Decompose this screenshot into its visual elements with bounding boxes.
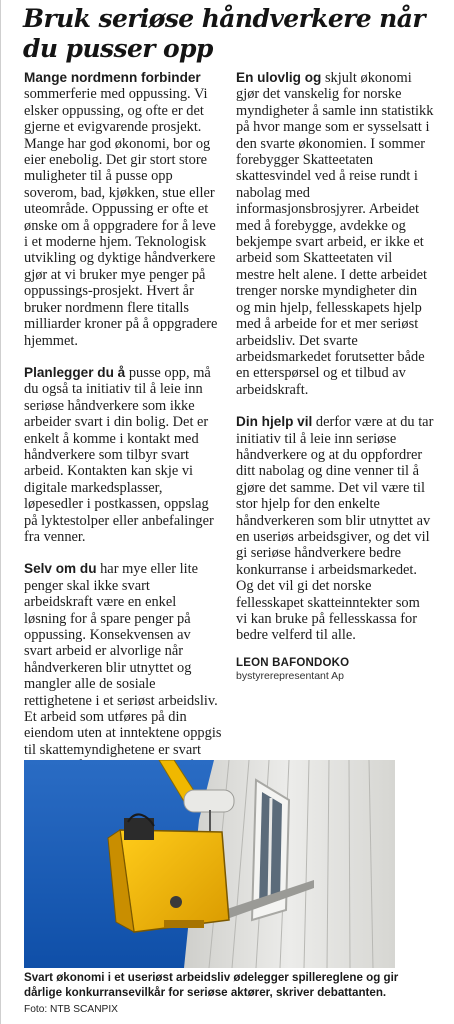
paragraph-2: [24, 365, 222, 545]
paragraph-text: derfor være at du tar initiativ til å leie inn seriøse håndverkere og at du oppfordrer ditt nabolag og dine venner til å gjøre det samme. Det vil være til stor hjelp for den enkelte håndverkeren som blir utnyttet av en useriøs arbeidsgiver, og det vil gi seriøse håndverkere bedre konkurranse i arbeidsmarkedet. Og det vil gi det norske fellesskapet skatteinntekter som vi kan bruke på fellesskassa for bedre velferd til alle.: [236, 414, 434, 644]
paragraph-1: [24, 70, 222, 349]
author-byline: [236, 656, 434, 683]
paragraph-lead: Din hjelp vil: [236, 414, 313, 430]
article-headline: Bruk seriøse håndverkere når du pusser opp: [23, 4, 425, 63]
lift-basket: [108, 814, 229, 932]
paragraph-4: [236, 70, 434, 398]
column-left: [24, 70, 222, 758]
lift-photo-illustration: [24, 760, 395, 968]
paragraph-text: sommerferie med oppussing. Vi elsker oppussing, og ofte er det gjerne et evigvarende prosjekt. Mange har god økonomi, bor og eier enebolig. Det gir stort store muligheter til å pusse opp soverom, bad, kjøkken, stue eller uteområde. Oppussing er ofte et ønske om å oppgradere for å leve i et moderne hjem. Teknologisk utvikling og dyktige håndverkere gjør at vi bruker mye penger på oppussings-prosjekt. Hvert år bruker nordmenn flere titalls milliarder kroner på å oppgradere hjemmet.: [24, 86, 218, 349]
author-name: LEON BAFONDOKO: [236, 656, 350, 669]
article-body: [24, 70, 434, 758]
article-photo: [24, 760, 395, 968]
photo-caption: Svart økonomi i et useriøst arbeidsliv ødelegger spillereglene og gir dårlige konkurransevilkår for seriøse aktører, skriver debattanten.: [24, 971, 399, 999]
paragraph-lead: En ulovlig og: [236, 70, 322, 85]
paragraph-lead: Mange nordmenn forbinder: [24, 70, 201, 85]
author-role: bystyrerepresentant Ap: [236, 669, 344, 682]
paragraph-text: har mye eller lite penger skal ikke svart arbeidskraft være en enkel løsning for å spare penger på oppussing. Konsekvensen av svart arbeid er alvorlige når håndverkeren blir utnyttet og mangler alle de sosiale rettighetene i et seriøst arbeidsliv. Et arbeid som utføres på din eiendom uten at inntektene oppgis til skattemyndighetene er svart: [24, 561, 222, 758]
photo-credit: Foto: NTB SCANPIX: [24, 1004, 118, 1015]
paragraph-lead: Planlegger du å: [24, 364, 126, 380]
column-right: [236, 70, 434, 758]
paragraph-5: [236, 414, 434, 644]
paragraph-lead: Selv om du: [24, 561, 97, 577]
paragraph-text: skjult økonomi gjør det vanskelig for norske myndigheter å samle inn statistikk på hvor mange som er sysselsatt i den svarte økonomien. I sommer forebygger Skatteetaten skattesvindel ved å reise rundt i nabolag med informasjonsbrosjyrer. Arbeidet med å forebygge, avdekke og bekjempe svart arbeid, er ikke et arbeid som Skatteetaten vil mestre helt alene. I dette arbeidet trenger norske myndigheter din og min hjelp, fellesskapets hjelp med å arbeide for et mer seriøst arbeidsliv. Det svarte arbeidsmarkedet forutsetter både en etterspørsel og et tilbud av arbeidskraft.: [236, 70, 434, 398]
paragraph-text: pusse opp, må du også ta initiativ til å leie inn seriøse håndverkere som ikke arbeider svart i din bolig. Det er enkelt å komme i kontakt med håndverkere som tilbyr svart arbeid. Kontakten kan skje vi digitale markedsplasser, løpesedler i postkassen, oppslag på lyktestolper eller anbefalinger fra venner.: [24, 364, 214, 545]
